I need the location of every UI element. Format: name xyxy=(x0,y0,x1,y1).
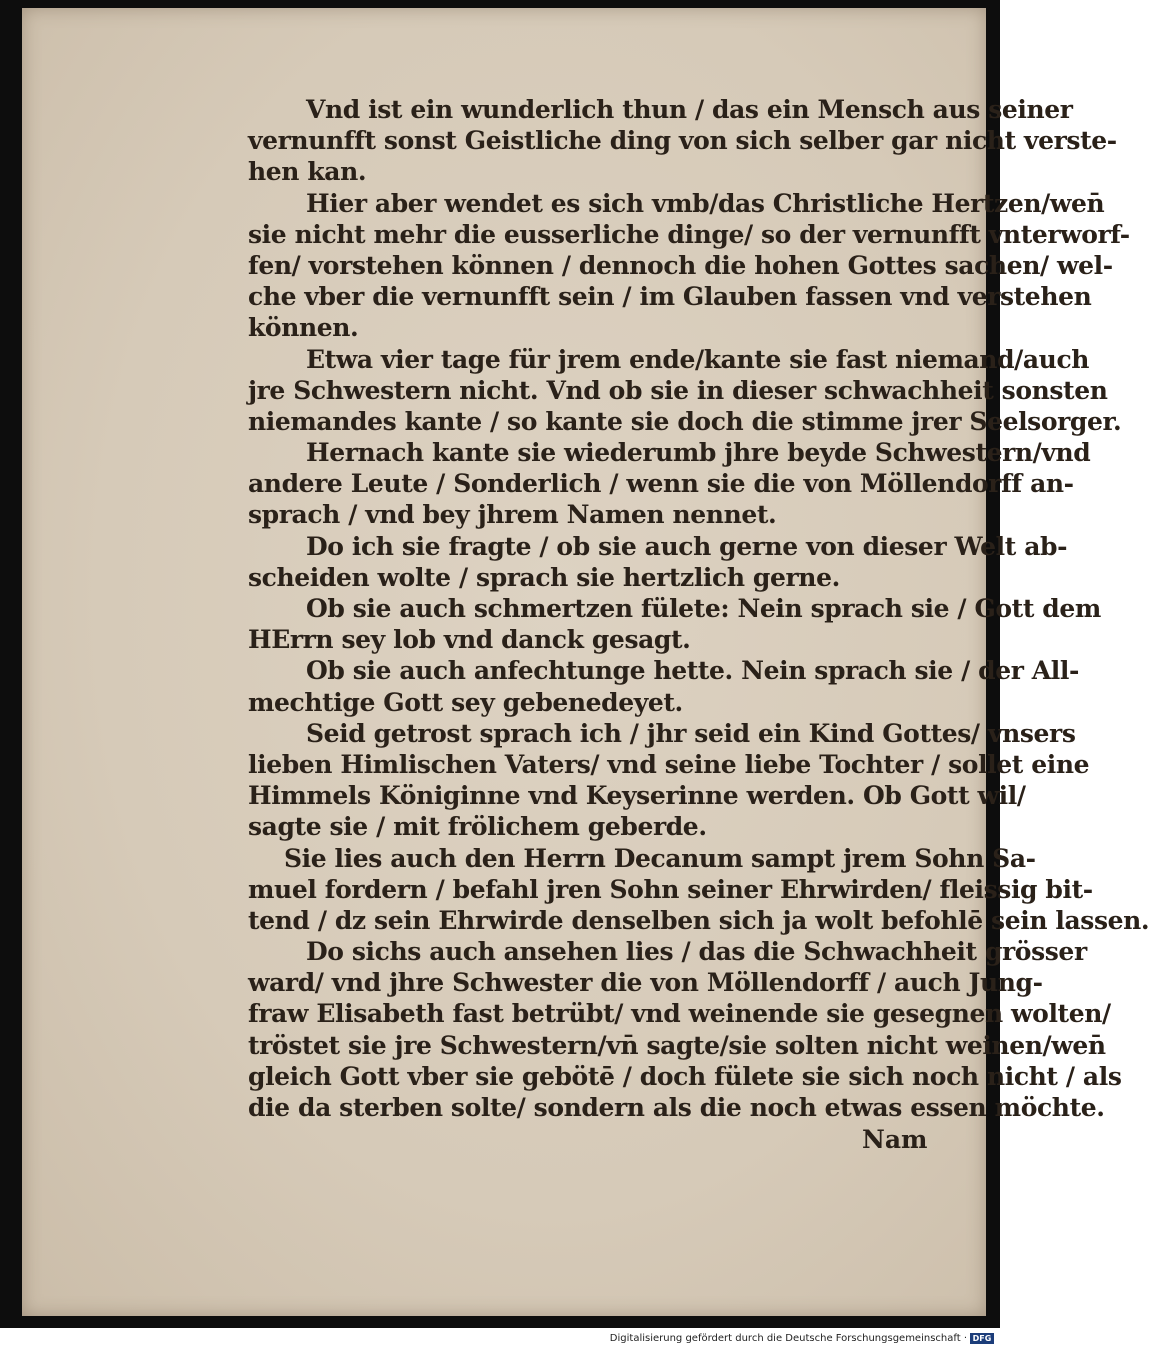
page-text xyxy=(248,94,1149,1123)
text-line: Hier aber wendet es sich vmb/das Christliche Hertzen/wen̄ xyxy=(306,188,1105,218)
text-line: Do sichs auch ansehen lies / das die Schwachheit grösser xyxy=(306,937,1087,967)
text-line: Seid getrost sprach ich / jhr seid ein Kind Gottes/ vnsers xyxy=(306,718,1076,748)
digitization-footer xyxy=(610,1331,994,1345)
book-page xyxy=(22,8,1149,1316)
text-line: Ob sie auch schmertzen fülete: Nein sprach sie / Gott dem xyxy=(306,594,1101,623)
text-line: Vnd ist ein wunderlich thun / das ein Mensch aus seiner xyxy=(306,95,1073,124)
text-line: Etwa vier tage für jrem ende/kante sie fast niemand/auch xyxy=(306,344,1090,374)
text-line: jre Schwestern nicht. Vnd ob sie in dieser schwachheit sonsten xyxy=(248,375,1108,405)
text-line: gleich Gott vber sie gebötē / doch fülete sie sich noch nicht / als xyxy=(248,1061,1122,1091)
text-line: Do ich sie fragte / ob sie auch gerne von dieser Welt ab- xyxy=(306,531,1068,561)
text-line: sprach / vnd bey jhrem Namen nennet. xyxy=(248,500,777,530)
text-line: vernunfft sonst Geistliche ding von sich selber gar nicht verste- xyxy=(248,126,1117,156)
text-line: können. xyxy=(248,313,359,343)
text-line: Himmels Königinne vnd Keyserinne werden. Ob Gott wil/ xyxy=(248,781,1026,811)
text-line: niemandes kante / so kante sie doch die stimme jrer Seelsorger. xyxy=(248,406,1122,436)
text-line: scheiden wolte / sprach sie hertzlich gerne. xyxy=(248,562,840,592)
text-line: ward/ vnd jhre Schwester die von Möllendorff / auch Jung- xyxy=(248,968,1043,998)
text-line: HErrn sey lob vnd danck gesagt. xyxy=(248,625,691,655)
text-line: Sie lies auch den Herrn Decanum sampt jrem Sohn Sa- xyxy=(284,843,1036,873)
text-line: die da sterben solte/ sondern als die noch etwas essen möchte. xyxy=(248,1093,1105,1122)
text-line: Hernach kante sie wiederumb jhre beyde Schwestern/vnd xyxy=(306,438,1091,468)
text-line: tend / dz sein Ehrwirde denselben sich ja wolt befohlē sein lassen. xyxy=(248,905,1149,935)
text-line: fen/ vorstehen können / dennoch die hohen Gottes sachen/ wel- xyxy=(248,250,1113,280)
text-line: andere Leute / Sonderlich / wenn sie die von Möllendorff an- xyxy=(248,469,1074,499)
text-line: hen kan. xyxy=(248,157,367,187)
funding-credit: Digitalisierung gefördert durch die Deutsche Forschungsgemeinschaft · xyxy=(609,1332,967,1344)
catchword: Nam xyxy=(862,1125,928,1154)
dfg-logo-icon[interactable]: DFG xyxy=(970,1333,994,1344)
text-line: che vber die vernunfft sein / im Glauben fassen vnd verstehen xyxy=(248,282,1092,312)
text-line: sie nicht mehr die eusserliche dinge/ so der vernunfft vnterworf- xyxy=(248,219,1130,249)
text-line: tröstet sie jre Schwestern/vn̄ sagte/sie solten nicht weinen/wen̄ xyxy=(248,1030,1106,1060)
text-line: fraw Elisabeth fast betrübt/ vnd weinende sie gesegnen wolten/ xyxy=(248,999,1111,1029)
text-line: lieben Himlischen Vaters/ vnd seine liebe Tochter / sollet eine xyxy=(248,749,1090,779)
text-line: Ob sie auch anfechtunge hette. Nein sprach sie / der All- xyxy=(306,656,1079,686)
text-line: sagte sie / mit frölichem geberde. xyxy=(248,812,707,842)
text-line: muel fordern / befahl jren Sohn seiner Ehrwirden/ fleissig bit- xyxy=(248,874,1093,904)
text-line: mechtige Gott sey gebenedeyet. xyxy=(248,687,683,717)
